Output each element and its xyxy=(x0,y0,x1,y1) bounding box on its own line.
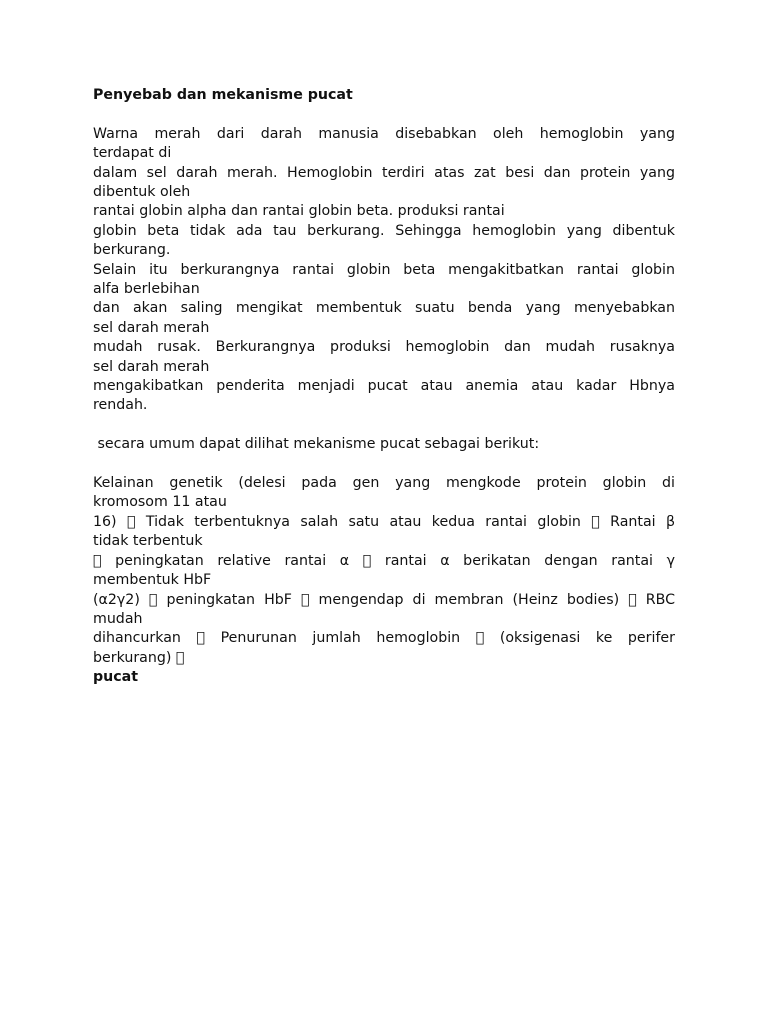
text-line: terdapat di xyxy=(93,145,172,162)
text-line: Warna merah dari darah manusia disebabkan oleh hemoglobin yang xyxy=(93,125,675,142)
text-line: membentuk HbF xyxy=(93,572,212,589)
text-line: kromosom 11 atau xyxy=(93,494,227,511)
spacer xyxy=(93,105,675,124)
document-page xyxy=(93,86,675,688)
paragraph-cause xyxy=(93,125,675,416)
text-line: mudah xyxy=(93,610,143,627)
text-line: berkurang) xyxy=(93,649,172,666)
document-title: Penyebab dan mekanisme pucat xyxy=(93,87,353,103)
text-line: mengakibatkan penderita menjadi pucat atau anemia atau kadar Hbnya xyxy=(93,378,675,395)
text-line: tidak terbentuk xyxy=(93,533,203,550)
text-line: mudah rusak. Berkurangnya produksi hemoglobin dan mudah rusaknya xyxy=(93,339,675,356)
text-line: berkurang. xyxy=(93,242,171,259)
text-line: sel darah merah xyxy=(93,319,210,336)
final-word: pucat xyxy=(93,669,139,686)
text-line: dihancurkan Penurunan jumlah hemoglobin (oksigenasi ke perifer xyxy=(93,630,675,647)
text-line: globin beta tidak ada tau berkurang. Sehingga hemoglobin yang dibentuk xyxy=(93,222,675,239)
text-line: rantai globin alpha dan rantai globin beta. produksi rantai xyxy=(93,203,505,220)
paragraph-mechanism xyxy=(93,474,675,687)
mechanism-intro: secara umum dapat dilihat mekanisme pucat sebagai berikut: xyxy=(93,436,540,453)
text-line: dan akan saling mengikat membentuk suatu benda yang menyebabkan xyxy=(93,300,675,317)
text-line: rendah. xyxy=(93,397,148,414)
text-line: 16) Tidak terbentuknya salah satu atau kedua rantai globin Rantai β xyxy=(93,513,675,530)
spacer xyxy=(93,455,675,474)
text-line: sel darah merah xyxy=(93,358,210,375)
text-line: dibentuk oleh xyxy=(93,184,191,200)
text-line: Selain itu berkurangnya rantai globin beta mengakitbatkan rantai globin xyxy=(93,261,675,278)
text-line: Kelainan genetik (delesi pada gen yang mengkode protein globin di xyxy=(93,475,675,492)
spacer xyxy=(93,416,675,435)
text-line: (α2γ2) peningkatan HbF mengendap di membran (Heinz bodies) RBC xyxy=(93,591,675,608)
text-line: dalam sel darah merah. Hemoglobin terdiri atas zat besi dan protein yang xyxy=(93,164,675,181)
text-line: alfa berlebihan xyxy=(93,281,200,298)
text-line: peningkatan relative rantai α rantai α berikatan dengan rantai γ xyxy=(93,552,675,569)
